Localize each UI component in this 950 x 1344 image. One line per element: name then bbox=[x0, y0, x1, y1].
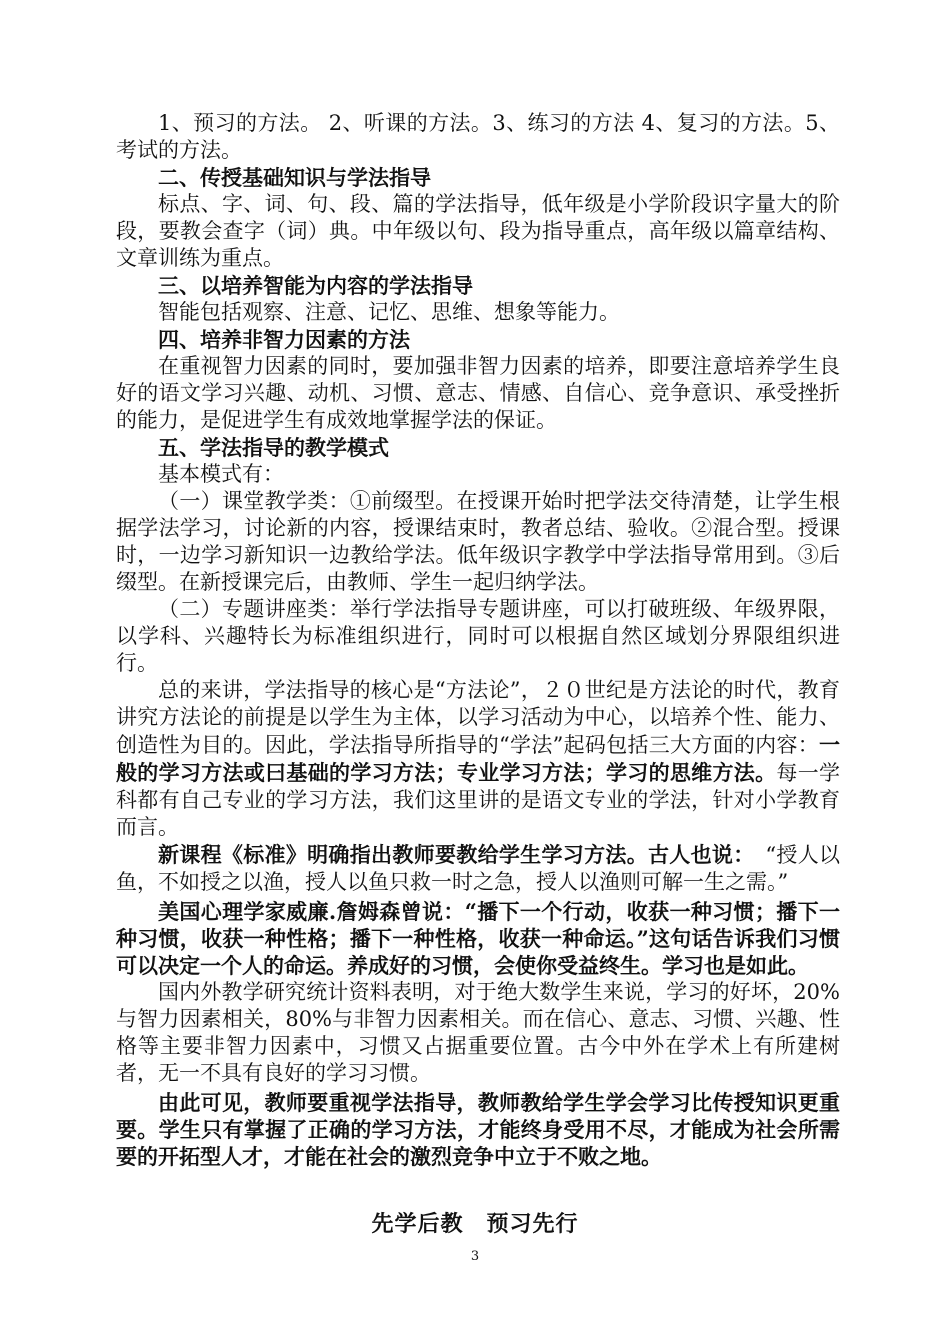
paragraph-james-quote: 美国心理学家威廉.詹姆森曾说：“播下一个行动，收获一种习惯；播下一种习惯，收获一种性格；播下一种性格，收获一种命运。”这句话告诉我们习惯可以决定一个人的命运。养成好的习惯，会使你受益终生。学习也是如此。 bbox=[116, 899, 840, 978]
page-number: 3 bbox=[470, 1249, 480, 1264]
section-heading-4: 四、培养非智力因素的方法 bbox=[158, 327, 410, 352]
next-section-title: 先学后教 预习先行 bbox=[371, 1211, 579, 1237]
paragraph-basic-knowledge: 标点、字、词、句、段、篇的学法指导，低年级是小学阶段识字量大的阶段，要教会查字（词）典。中年级以句、段为指导重点，高年级以篇章结构、文章训练为重点。 bbox=[116, 192, 840, 270]
paragraph-basic-modes: 基本模式有： bbox=[158, 462, 284, 486]
document-body bbox=[116, 110, 840, 1170]
paragraph-methodology bbox=[116, 677, 840, 841]
curriculum-bold-text: 新课程《标准》明确指出教师要教给学生学习方法。古人也说： bbox=[158, 842, 766, 867]
paragraph-methods-list: 1、预习的方法。 2、听课的方法。3、练习的方法 4、复习的方法。5、考试的方法。 bbox=[116, 111, 840, 162]
section-heading-2: 二、传授基础知识与学法指导 bbox=[158, 165, 431, 190]
paragraph-lecture-type: （二）专题讲座类：举行学法指导专题讲座，可以打破班级、年级界限，以学科、兴趣特长为标准组织进行，同时可以根据自然区域划分界限组织进行。 bbox=[116, 597, 840, 675]
methodology-intro-text: 总的来讲，学法指导的核心是“方法论”，２０世纪是方法论的时代，教育讲究方法论的前提是以学生为主体，以学习活动为中心，以培养个性、能力、创造性为目的。因此，学法指导所指导的“学法”起码包括三大方面的内容： bbox=[116, 678, 840, 757]
paragraph-statistics: 国内外教学研究统计资料表明，对于绝大数学生来说，学习的好坏，20%与智力因素相关，80%与非智力因素相关。而在信心、意志、习惯、兴趣、性格等主要非智力因素中，习惯又占据重要位置。古今中外在学术上有所建树者，无一不具有良好的学习习惯。 bbox=[116, 980, 840, 1085]
paragraph-non-intelligence: 在重视智力因素的同时，要加强非智力因素的培养，即要注意培养学生良好的语文学习兴趣、动机、习惯、意志、情感、自信心、竞争意识、承受挫折的能力，是促进学生有成效地掌握学法的保证。 bbox=[116, 354, 840, 432]
paragraph-curriculum-standard bbox=[116, 841, 840, 896]
methodology-bold-text: 一般的学习方法或曰基础的学习方法；专业学习方法；学习的思维方法。 bbox=[116, 732, 840, 785]
section-heading-5: 五、学法指导的教学模式 bbox=[158, 435, 389, 460]
paragraph-classroom-type: （一）课堂教学类：①前缀型。在授课开始时把学法交待清楚，让学生根据学法学习，讨论新的内容，授课结束时，教者总结、验收。②混合型。授课时，一边学习新知识一边教给学法。低年级识字教学中学法指导常用到。③后缀型。在新授课完后，由教师、学生一起归纳学法。 bbox=[116, 489, 840, 594]
paragraph-intelligence: 智能包括观察、注意、记忆、思维、想象等能力。 bbox=[158, 300, 620, 324]
paragraph-conclusion: 由此可见，教师要重视学法指导，教师教给学生学会学习比传授知识更重要。学生只有掌握了正确的学习方法，才能终身受用不尽，才能成为社会所需要的开拓型人才，才能在社会的激烈竞争中立于不败之地。 bbox=[116, 1090, 840, 1169]
curriculum-quote-text: “授人以鱼，不如授之以渔，授人以鱼只救一时之急，授人以渔则可解一生之需。” bbox=[116, 843, 840, 894]
methodology-outro-text: 每一学科都有自己专业的学习方法，我们这里讲的是语文专业的学法，针对小学教育而言。 bbox=[116, 761, 841, 839]
section-heading-3: 三、以培养智能为内容的学法指导 bbox=[158, 273, 473, 298]
